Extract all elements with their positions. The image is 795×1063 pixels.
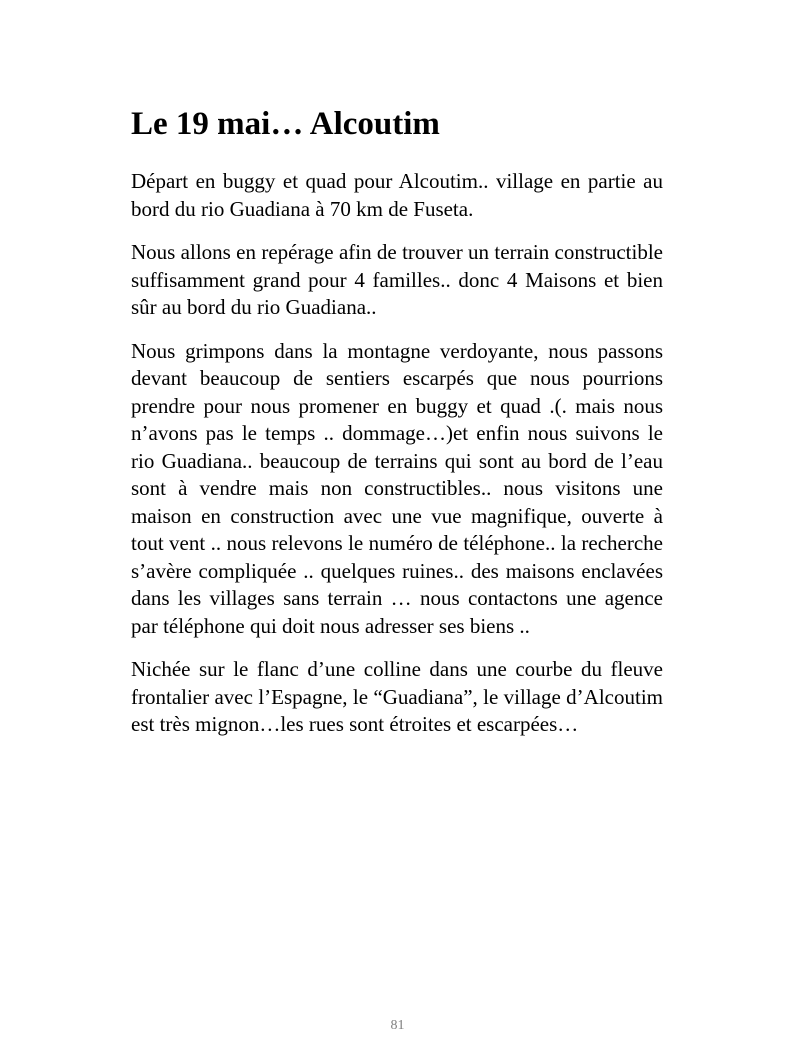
page-title: Le 19 mai… Alcoutim <box>131 106 440 142</box>
page-content <box>131 104 663 755</box>
page-number: 81 <box>390 1018 405 1033</box>
paragraph-3: Nous grimpons dans la montagne verdoyante, nous passons devant beaucoup de sentiers escarpés que nous pourrions prendre pour nous promener en buggy et quad .(. mais nous n’avons pas le temps .. dommage…)et enfin nous suivons le rio Guadiana.. beaucoup de terrains qui sont au bord de l’eau sont à vendre mais non constructibles.. nous visitons une maison en construction avec une vue magnifique, ouverte à tout vent .. nous relevons le numéro de téléphone.. la recherche s’avère compliquée .. quelques ruines.. des maisons enclavées dans les villages sans terrain … nous contactons une agence par téléphone qui doit nous adresser ses biens .. <box>131 338 663 638</box>
paragraph-2: Nous allons en repérage afin de trouver un terrain constructible suffisamment grand pour 4 familles.. donc 4 Maisons et bien sûr au bord du rio Guadiana.. <box>131 240 663 319</box>
paragraph-1: Départ en buggy et quad pour Alcoutim.. village en partie au bord du rio Guadiana à 70 km de Fuseta. <box>131 169 663 221</box>
paragraph-4: Nichée sur le flanc d’une colline dans une courbe du fleuve frontalier avec l’Espagne, le “Guadiana”, le village d’Alcoutim est très mignon…les rues sont étroites et escarpées… <box>131 657 663 736</box>
